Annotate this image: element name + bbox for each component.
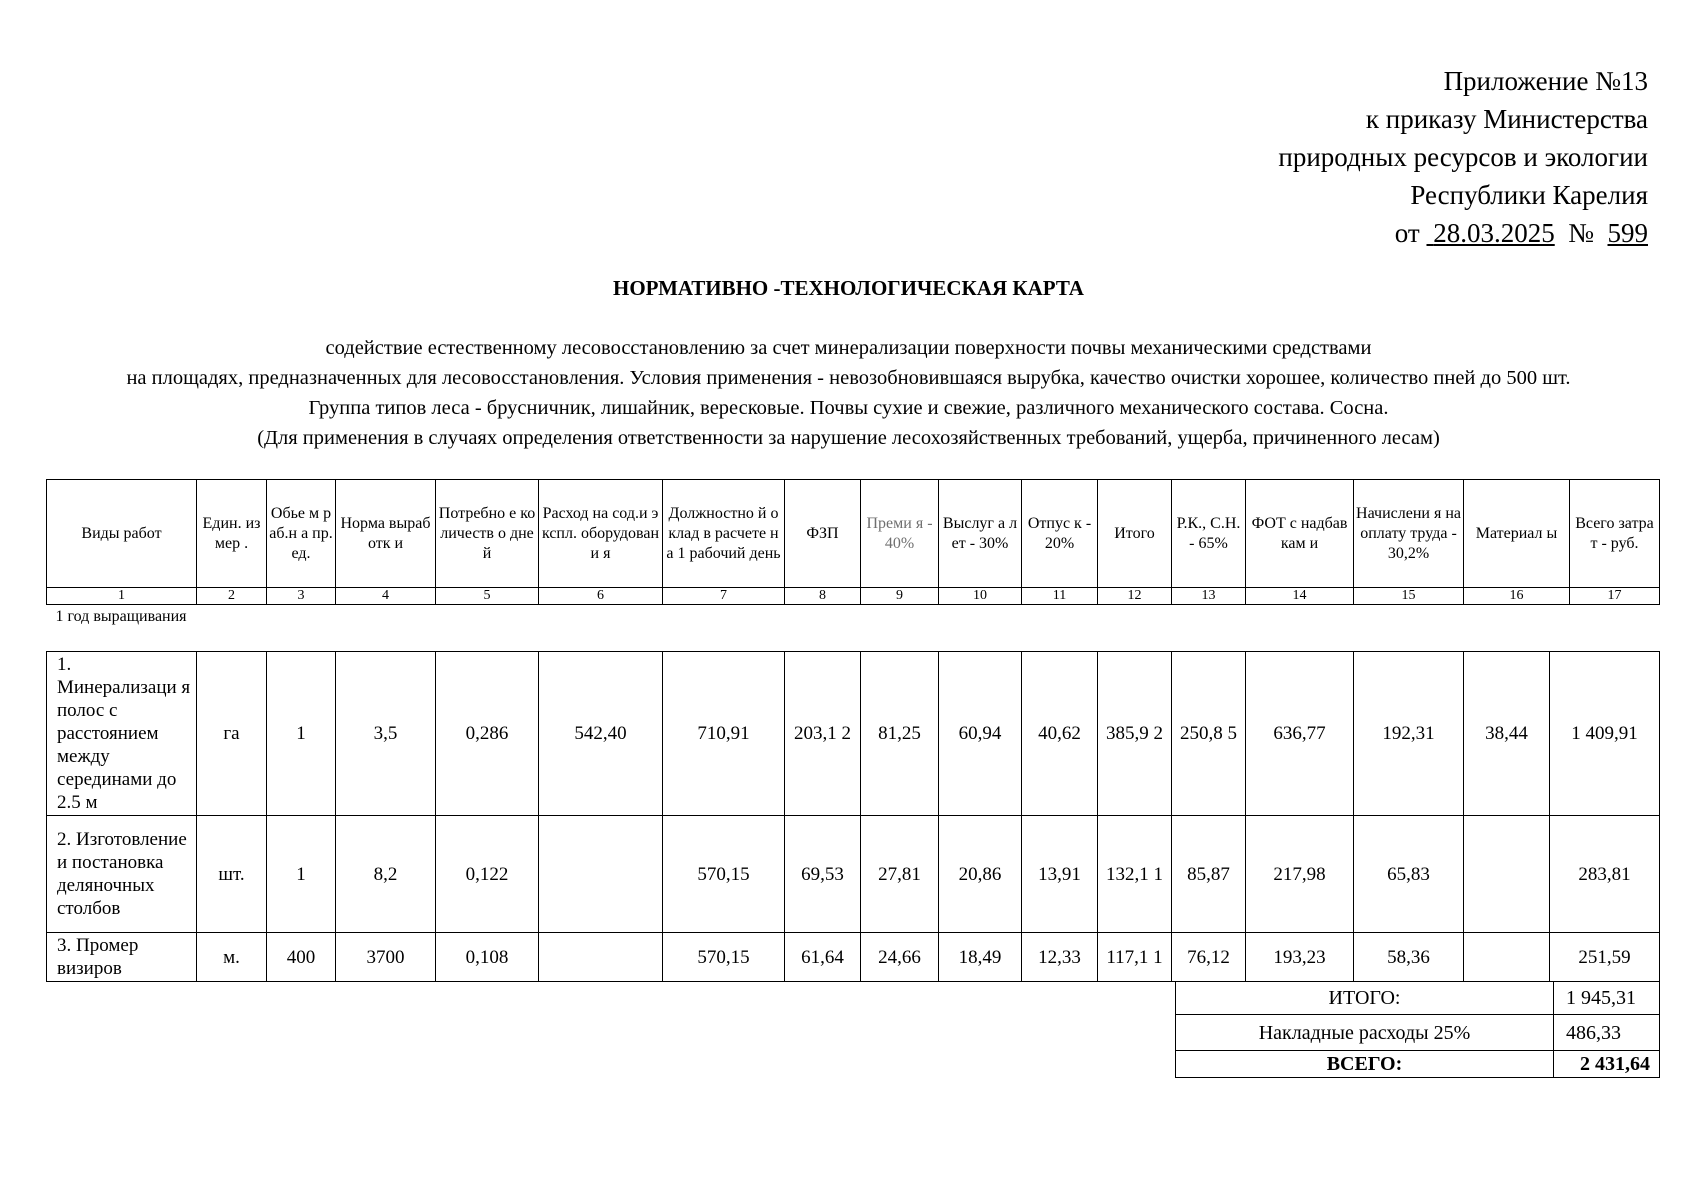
fzp-cell: 203,1 2 [785,652,861,816]
materials-cell [1464,816,1550,933]
equipment-cell [539,933,663,982]
column-number: 2 [197,588,267,605]
header-volume: Обье м раб.н а пр.ед. [267,480,336,588]
accruals-cell: 58,36 [1354,933,1464,982]
column-number: 4 [336,588,436,605]
rk-cell: 250,8 5 [1172,652,1246,816]
equipment-cell [539,816,663,933]
volume-cell: 1 [267,816,336,933]
header-vacation: Отпус к - 20% [1022,480,1098,588]
appendix-line-4: Республики Карелия [1410,180,1648,210]
rk-cell: 76,12 [1172,933,1246,982]
works-table [46,651,1660,982]
days-cell: 0,108 [436,933,539,982]
header-seniority: Выслуг а лет - 30% [939,480,1022,588]
header-fot: ФОТ с надбавкам и [1246,480,1354,588]
column-number: 12 [1098,588,1172,605]
order-date: 28.03.2025 [1433,218,1555,248]
header-table [46,479,1660,605]
appendix-block [1278,62,1648,252]
header-accruals: Начислени я на оплату труда - 30,2% [1354,480,1464,588]
fzp-cell: 69,53 [785,816,861,933]
all-costs-cell: 1 409,91 [1550,652,1660,816]
totals-table [1175,981,1660,1078]
norm-cell: 3700 [336,933,436,982]
itogo-value: 1 945,31 [1554,982,1660,1015]
volume-cell: 1 [267,652,336,816]
description-line: (Для применения в случаях определения ответственности за нарушение лесохозяйственных требований, ущерба, причиненного лесам) [257,427,1440,449]
appendix-line-3: природных ресурсов и экологии [1278,142,1648,172]
appendix-line-1: Приложение №13 [1443,66,1648,96]
fot-cell: 636,77 [1246,652,1354,816]
work-name: 3. Промер визиров [47,933,197,982]
column-number: 10 [939,588,1022,605]
rk-cell: 85,87 [1172,816,1246,933]
fot-cell: 217,98 [1246,816,1354,933]
all-costs-cell: 283,81 [1550,816,1660,933]
vsego-label: ВСЕГО: [1176,1051,1554,1078]
column-number: 7 [663,588,785,605]
salary-cell: 710,91 [663,652,785,816]
norm-cell: 3,5 [336,652,436,816]
description-block [0,333,1697,453]
table-row [47,652,1660,816]
column-number: 14 [1246,588,1354,605]
description-line: Группа типов леса - брусничник, лишайник, вересковые. Почвы сухие и свежие, различного механического состава. Сосна. [308,397,1389,419]
salary-cell: 570,15 [663,816,785,933]
materials-cell: 38,44 [1464,652,1550,816]
total-cell: 117,1 1 [1098,933,1172,982]
table-row [47,933,1660,982]
header-materials: Материал ы [1464,480,1570,588]
column-number: 15 [1354,588,1464,605]
number-sign: № [1568,218,1594,248]
unit-cell: шт. [197,816,267,933]
header-norm: Норма выработк и [336,480,436,588]
column-number: 9 [861,588,939,605]
volume-cell: 400 [267,933,336,982]
days-cell: 0,286 [436,652,539,816]
document-title: НОРМАТИВНО -ТЕХНОЛОГИЧЕСКАЯ КАРТА [613,276,1084,300]
vsego-value: 2 431,64 [1554,1051,1660,1078]
accruals-cell: 65,83 [1354,816,1464,933]
header-work-type: Виды работ [47,480,197,588]
header-unit: Един. измер . [197,480,267,588]
norm-cell: 8,2 [336,816,436,933]
unit-cell: га [197,652,267,816]
bonus-cell: 27,81 [861,816,939,933]
seniority-cell: 60,94 [939,652,1022,816]
column-number: 11 [1022,588,1098,605]
bonus-cell: 24,66 [861,933,939,982]
from-label: от [1394,218,1420,248]
description-line: содействие естественному лесовосстановлению за счет минерализации поверхности почвы механическими средствами [325,337,1372,359]
column-number: 6 [539,588,663,605]
vacation-cell: 13,91 [1022,816,1098,933]
fzp-cell: 61,64 [785,933,861,982]
work-name: 2. Изготовление и постановка деляночных столбов [47,816,197,933]
table-row [47,816,1660,933]
appendix-date-line [1278,214,1648,252]
appendix-line-2: к приказу Министерства [1365,104,1648,134]
header-salary: Должностно й оклад в расчете на 1 рабочий день [663,480,785,588]
days-cell: 0,122 [436,816,539,933]
total-cell: 132,1 1 [1098,816,1172,933]
column-number: 1 [47,588,197,605]
header-rk: Р.К., С.Н.- 65% [1172,480,1246,588]
header-days: Потребно е количеств о дней [436,480,539,588]
seniority-cell: 18,49 [939,933,1022,982]
column-number: 3 [267,588,336,605]
overhead-value: 486,33 [1554,1015,1660,1051]
vacation-cell: 40,62 [1022,652,1098,816]
header-all-costs: Всего затрат - руб. [1570,480,1660,588]
section-label: 1 год выращивания [55,608,187,625]
column-number: 13 [1172,588,1246,605]
bonus-cell: 81,25 [861,652,939,816]
order-number: 599 [1607,218,1648,248]
column-number: 16 [1464,588,1570,605]
column-number: 8 [785,588,861,605]
fot-cell: 193,23 [1246,933,1354,982]
total-cell: 385,9 2 [1098,652,1172,816]
description-line: на площадях, предназначенных для лесовосстановления. Условия применения - невозобновившаяся вырубка, качество очистки хорошее, количество пней до 500 шт. [126,367,1571,389]
accruals-cell: 192,31 [1354,652,1464,816]
overhead-label: Накладные расходы 25% [1176,1015,1554,1051]
header-equipment: Расход на сод.и экспл. оборудовани я [539,480,663,588]
unit-cell: м. [197,933,267,982]
header-fzp: ФЗП [785,480,861,588]
seniority-cell: 20,86 [939,816,1022,933]
column-number: 5 [436,588,539,605]
all-costs-cell: 251,59 [1550,933,1660,982]
vacation-cell: 12,33 [1022,933,1098,982]
column-number: 17 [1570,588,1660,605]
header-bonus: Преми я - 40% [861,480,939,588]
header-total: Итого [1098,480,1172,588]
materials-cell [1464,933,1550,982]
equipment-cell: 542,40 [539,652,663,816]
itogo-label: ИТОГО: [1176,982,1554,1015]
salary-cell: 570,15 [663,933,785,982]
work-name: 1. Минерализаци я полос с расстоянием между серединами до 2.5 м [47,652,197,816]
